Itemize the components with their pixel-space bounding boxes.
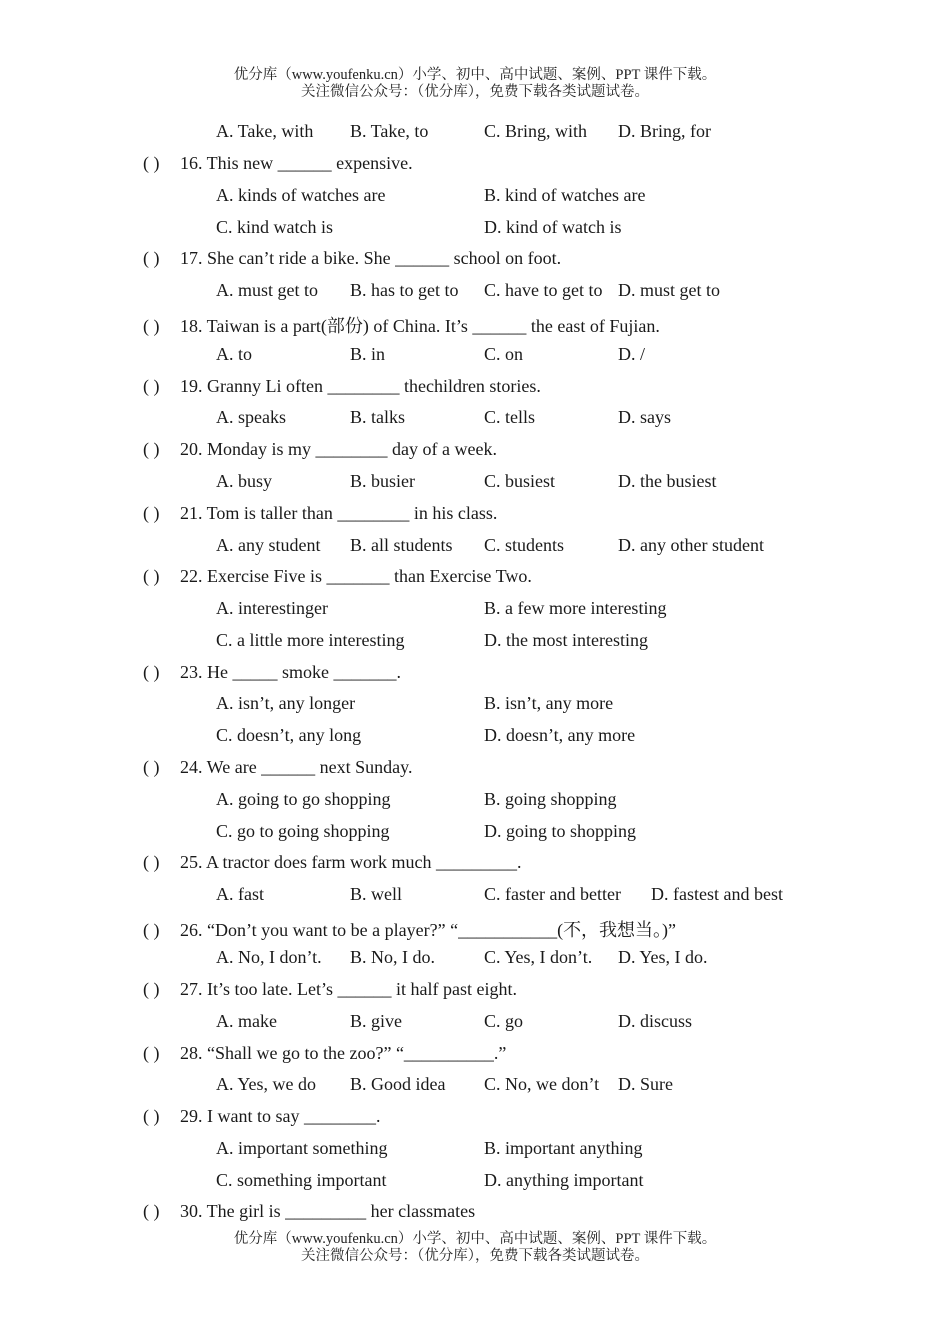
header-line-1: 优分库（www.youfenku.cn）小学、初中、高中试题、案例、PPT 课件下载。 xyxy=(233,67,717,83)
question-17 xyxy=(143,248,561,269)
q27-option-b: B. give xyxy=(350,1011,402,1031)
q24-option-c: C. go to going shopping xyxy=(216,821,390,841)
q15-option-c: C. Bring, with xyxy=(484,121,588,141)
question-30 xyxy=(143,1201,475,1222)
question-25 xyxy=(143,852,521,873)
question-24 xyxy=(143,757,413,778)
q20-option-b: B. busier xyxy=(350,471,415,491)
q15-option-d: D. Bring, for xyxy=(618,121,711,141)
q24-option-b: B. going shopping xyxy=(484,789,617,809)
question-text: 26. “Don’t you want to be a player?” “___________(不，我想当。)” xyxy=(180,920,677,940)
q19-option-b: B. talks xyxy=(350,407,406,427)
question-20 xyxy=(143,439,497,460)
q25-option-b: B. well xyxy=(350,884,402,904)
footer-line-2: 关注微信公众号：（优分库），免费下载各类试题试卷。 xyxy=(301,1248,649,1264)
answer-blank: ( ) xyxy=(143,1106,160,1126)
answer-blank: ( ) xyxy=(143,757,160,777)
question-21 xyxy=(143,503,497,524)
q23-option-a: A. isn’t, any longer xyxy=(216,693,356,713)
q16-option-d: D. kind of watch is xyxy=(484,217,622,237)
q28-option-a: A. Yes, we do xyxy=(216,1074,317,1094)
question-26 xyxy=(143,916,676,942)
answer-blank: ( ) xyxy=(143,503,160,523)
q28-option-d: D. Sure xyxy=(618,1074,673,1094)
question-18 xyxy=(143,312,660,338)
question-23 xyxy=(143,662,401,683)
question-text: 19. Granny Li often ________ thechildren stories. xyxy=(180,376,541,396)
q17-option-d: D. must get to xyxy=(618,280,720,300)
q17-option-c: C. have to get to xyxy=(484,280,603,300)
q23-option-c: C. doesn’t, any long xyxy=(216,725,362,745)
answer-blank: ( ) xyxy=(143,566,160,586)
q18-option-b: B. in xyxy=(350,344,386,364)
q15-option-b: B. Take, to xyxy=(350,121,429,141)
header-line-2: 关注微信公众号：（优分库），免费下载各类试题试卷。 xyxy=(301,84,649,100)
question-text: 30. The girl is _________ her classmates xyxy=(180,1201,476,1221)
q26-option-c: C. Yes, I don’t. xyxy=(484,947,593,967)
q25-option-c: C. faster and better xyxy=(484,884,621,904)
q21-option-b: B. all students xyxy=(350,535,453,555)
answer-blank: ( ) xyxy=(143,153,160,173)
q23-option-d: D. doesn’t, any more xyxy=(484,725,636,745)
answer-blank: ( ) xyxy=(143,662,160,682)
q27-option-a: A. make xyxy=(216,1011,277,1031)
q25-option-a: A. fast xyxy=(216,884,264,904)
question-19 xyxy=(143,376,541,397)
q22-option-b: B. a few more interesting xyxy=(484,598,667,618)
question-29 xyxy=(143,1106,380,1127)
answer-blank: ( ) xyxy=(143,248,160,268)
answer-blank: ( ) xyxy=(143,920,160,940)
q25-option-d: D. fastest and best xyxy=(651,884,783,904)
q26-option-d: D. Yes, I do. xyxy=(618,947,708,967)
q19-option-a: A. speaks xyxy=(216,407,286,427)
page-footer xyxy=(0,1231,950,1265)
page-header xyxy=(0,67,950,101)
q16-option-c: C. kind watch is xyxy=(216,217,333,237)
answer-blank: ( ) xyxy=(143,439,160,459)
question-text: 18. Taiwan is a part(部份) of China. It’s ______ the east of Fujian. xyxy=(180,316,660,336)
answer-blank: ( ) xyxy=(143,1043,160,1063)
q15-option-a: A. Take, with xyxy=(216,121,314,141)
q22-option-c: C. a little more interesting xyxy=(216,630,405,650)
question-text: 20. Monday is my ________ day of a week. xyxy=(180,439,497,459)
question-28 xyxy=(143,1043,506,1064)
question-text: 23. He _____ smoke _______. xyxy=(180,662,401,682)
q24-option-d: D. going to shopping xyxy=(484,821,637,841)
question-text: 29. I want to say ________. xyxy=(180,1106,381,1126)
q16-option-a: A. kinds of watches are xyxy=(216,185,386,205)
answer-blank: ( ) xyxy=(143,1201,160,1221)
q21-option-c: C. students xyxy=(484,535,565,555)
footer-line-1: 优分库（www.youfenku.cn）小学、初中、高中试题、案例、PPT 课件下载。 xyxy=(233,1231,717,1247)
q28-option-b: B. Good idea xyxy=(350,1074,446,1094)
answer-blank: ( ) xyxy=(143,316,160,336)
q22-option-a: A. interestinger xyxy=(216,598,328,618)
question-27 xyxy=(143,979,517,1000)
q22-option-d: D. the most interesting xyxy=(484,630,648,650)
question-text: 16. This new ______ expensive. xyxy=(180,153,413,173)
question-16 xyxy=(143,153,413,174)
answer-blank: ( ) xyxy=(143,852,160,872)
question-text: 24. We are ______ next Sunday. xyxy=(180,757,413,777)
q17-option-a: A. must get to xyxy=(216,280,318,300)
q26-option-a: A. No, I don’t. xyxy=(216,947,322,967)
question-22 xyxy=(143,566,532,587)
q20-option-a: A. busy xyxy=(216,471,273,491)
q29-option-d: D. anything important xyxy=(484,1170,644,1190)
q27-option-c: C. go xyxy=(484,1011,524,1031)
q18-option-a: A. to xyxy=(216,344,252,364)
q24-option-a: A. going to go shopping xyxy=(216,789,391,809)
q26-option-b: B. No, I do. xyxy=(350,947,435,967)
question-text: 22. Exercise Five is _______ than Exercise Two. xyxy=(180,566,532,586)
question-text: 27. It’s too late. Let’s ______ it half past eight. xyxy=(180,979,517,999)
q28-option-c: C. No, we don’t xyxy=(484,1074,600,1094)
q16-option-b: B. kind of watches are xyxy=(484,185,646,205)
q18-option-c: C. on xyxy=(484,344,524,364)
q19-option-c: C. tells xyxy=(484,407,536,427)
q29-option-b: B. important anything xyxy=(484,1138,643,1158)
q17-option-b: B. has to get to xyxy=(350,280,459,300)
q18-option-d: D. / xyxy=(618,344,645,364)
q23-option-b: B. isn’t, any more xyxy=(484,693,614,713)
q21-option-d: D. any other student xyxy=(618,535,764,555)
question-text: 28. “Shall we go to the zoo?” “__________.” xyxy=(180,1043,507,1063)
q29-option-c: C. something important xyxy=(216,1170,387,1190)
question-text: 17. She can’t ride a bike. She ______ school on foot. xyxy=(180,248,562,268)
q21-option-a: A. any student xyxy=(216,535,321,555)
q20-option-d: D. the busiest xyxy=(618,471,717,491)
answer-blank: ( ) xyxy=(143,979,160,999)
q29-option-a: A. important something xyxy=(216,1138,388,1158)
answer-blank: ( ) xyxy=(143,376,160,396)
question-text: 25. A tractor does farm work much _________. xyxy=(180,852,522,872)
question-text: 21. Tom is taller than ________ in his class. xyxy=(180,503,498,523)
q27-option-d: D. discuss xyxy=(618,1011,693,1031)
q20-option-c: C. busiest xyxy=(484,471,556,491)
q19-option-d: D. says xyxy=(618,407,671,427)
